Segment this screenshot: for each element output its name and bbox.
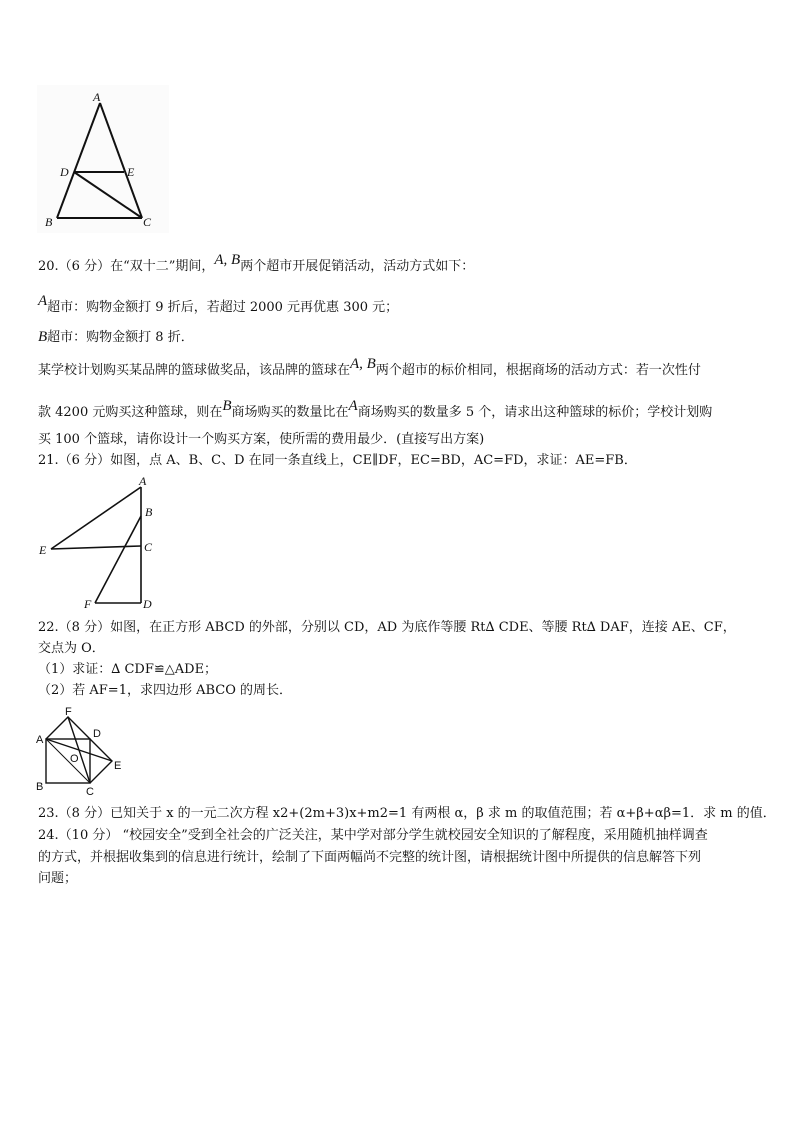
fig22-triangle-daf xyxy=(46,717,90,739)
fig22-label-o: O xyxy=(70,753,79,765)
q20-p2-var-a: A xyxy=(348,398,358,414)
fig22-label-e: E xyxy=(114,760,122,772)
q20-option-b-var: B xyxy=(38,329,48,345)
fig1-label-b: B xyxy=(45,215,53,229)
fig22-label-c: C xyxy=(86,786,94,798)
fig22-label-b: B xyxy=(36,781,44,793)
q20-p2-text-c: 商场购买的数量多 5 个，请求出这种篮球的标价；学校计划购 xyxy=(357,405,713,420)
q24-line1: 24.（10 分） “校园安全”受到全社会的广泛关注，某中学对部分学生就校园安全知识的了解程度，采用随机抽样调查 xyxy=(38,828,708,843)
q22-line2: 交点为 O． xyxy=(38,641,105,656)
q20-p1-text-a: 某学校计划购买某品牌的篮球做奖品，该品牌的篮球在 xyxy=(38,363,351,378)
fig21-label-d: D xyxy=(143,597,152,611)
q20-option-a-text: 超市：购物金额打 9 折后，若超过 2000 元再优惠 300 元； xyxy=(47,300,399,315)
fig22-label-d: D xyxy=(93,728,101,740)
q20-p1-text-b: 两个超市的标价相同，根据商场的活动方式：若一次性付 xyxy=(375,363,701,378)
q20-line1-text-a: 20.（6 分）在“双十二”期间， xyxy=(38,259,215,274)
q20-option-a-var: A xyxy=(38,293,48,309)
q20-p1-var: A, B xyxy=(350,356,376,372)
q22-line1: 22.（8 分）如图，在正方形 ABCD 的外部，分别以 CD，AD 为底作等腰 Rt∆ CDE、等腰 Rt∆ DAF，连接 AE、CF， xyxy=(38,620,736,635)
q21-text: 21.（6 分）如图，点 A、B、C、D 在同一条直线上，CE∥DF，EC=BD，AC=FD，求证：AE=FB． xyxy=(38,453,637,468)
fig1-label-a: A xyxy=(93,90,101,104)
fig21-label-f: F xyxy=(84,597,92,611)
q20-paragraph-line3: 买 100 个篮球，请你设计一个购买方案，使所需的费用最少．(直接写出方案) xyxy=(38,432,485,447)
fig21-label-b: B xyxy=(145,505,153,519)
q22-line3: （1）求证：∆ CDF≌△ADE； xyxy=(38,662,218,677)
fig21-label-a: A xyxy=(139,474,147,488)
q20-p2-text-b: 商场购买的数量比在 xyxy=(231,405,349,420)
q24-line2: 的方式，并根据收集到的信息进行统计，绘制了下面两幅尚不完整的统计图，请根据统计图中所提供的信息解答下列 xyxy=(38,850,702,865)
q20-p2-var-b: B xyxy=(222,398,232,414)
fig22-label-a: A xyxy=(36,734,44,746)
fig22-triangle-cde xyxy=(90,739,112,783)
fig1-label-c: C xyxy=(143,215,152,229)
q20-line1-var: A, B xyxy=(214,252,241,268)
fig22-label-f: F xyxy=(65,706,72,718)
q22-line4: （2）若 AF=1，求四边形 ABCO 的周长． xyxy=(38,683,293,698)
fig21-label-e: E xyxy=(39,543,47,557)
q20-p2-text-a: 款 4200 元购买这种篮球，则在 xyxy=(38,405,223,420)
fig22-segment-fc xyxy=(68,717,90,783)
q24-line3: 问题； xyxy=(38,871,78,886)
fig1-label-d: D xyxy=(60,165,69,179)
q23-text: 23.（8 分）已知关于 x 的一元二次方程 x2+(2m+3)x+m2=1 有两根 α，β 求 m 的取值范围；若 α+β+αβ=1．求 m 的值． xyxy=(38,806,776,821)
fig1-label-e: E xyxy=(127,165,135,179)
fig21-label-c: C xyxy=(144,540,153,554)
q20-line1-text-b: 两个超市开展促销活动，活动方式如下： xyxy=(240,259,475,274)
q20-option-b-text: 超市：购物金额打 8 折． xyxy=(47,330,194,345)
